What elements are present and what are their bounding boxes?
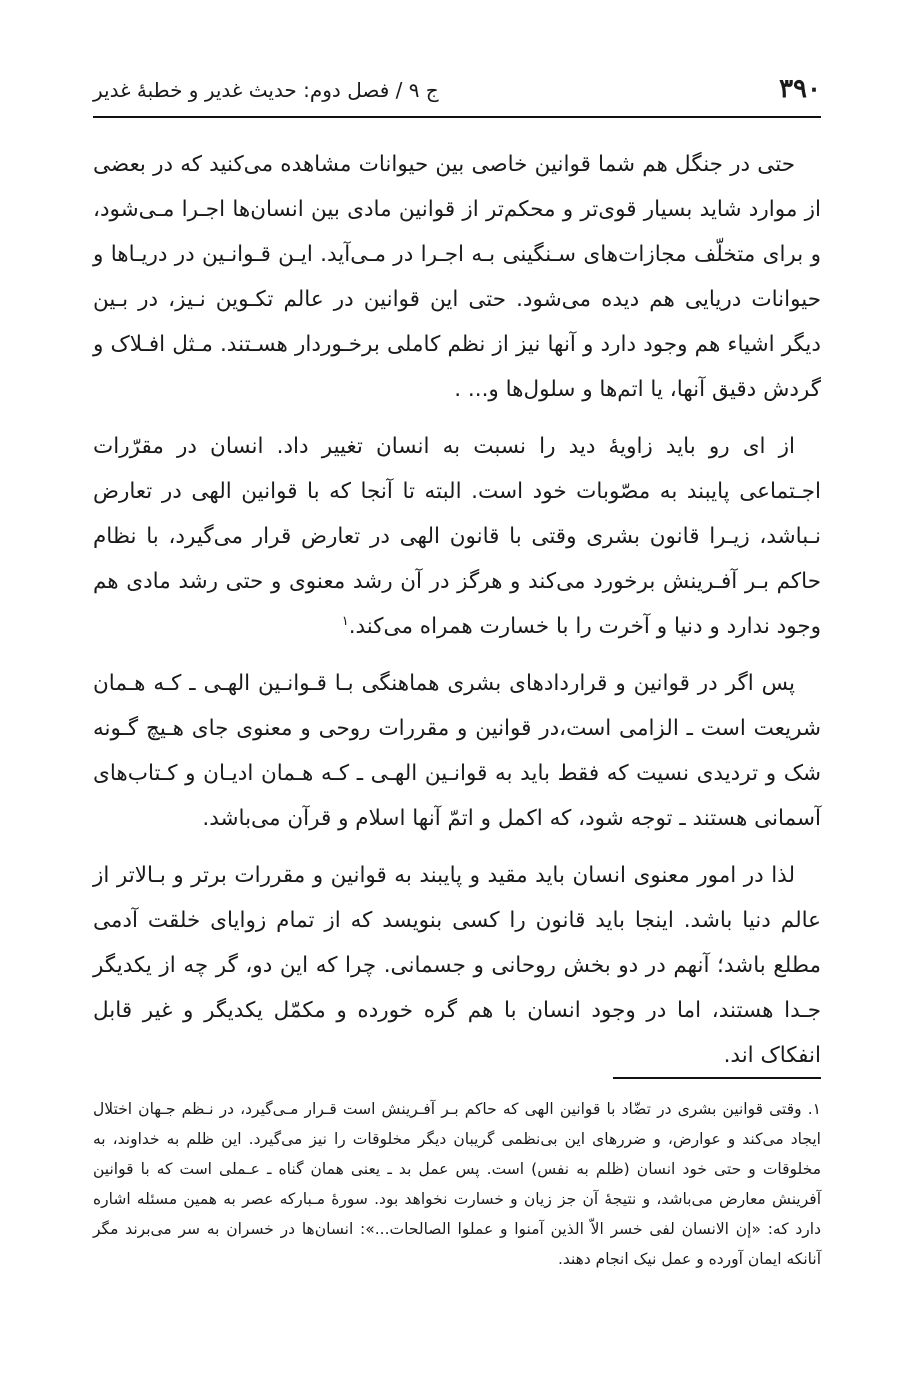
footnotes [93, 1094, 821, 1274]
paragraph-3: پس اگر در قوانین و قراردادهای بشری هماهنگی بـا قـوانـین الهـی ـ کـه هـمان شریعت است ـ الزامی است،در قوانین و مقررات روحی و معنوی جای هـیچ گـونه شک و تردیدی نسیت که فقط باید به قوانـین الهـی ـ کـه هـمان ادیـان و کـتاب‌های آسمانی هستند ـ توجه شود، که اکمل و اتمّ آنها اسلام و قرآن می‌باشد. [93, 671, 821, 831]
body-text [93, 142, 821, 1090]
page-number: ۳۹۰ [779, 74, 821, 104]
header-rule [93, 116, 821, 118]
book-page [93, 0, 821, 1390]
running-head: ج ۹ / فصل دوم: حدیث غدیر و خطبهٔ غدیر [93, 78, 439, 102]
paragraph-2-text: از ای رو باید زاویهٔ دید را نسبت به انسان تغییر داد. انسان در مقرّرات اجـتماعی پایبند به مصّوبات خود است. البته تا آنجا که با قوانین الهی در تعارض نـباشد، زیـرا قانون بشری وقتی با قانون الهی در تعارض قرار می‌گیرد، با نظام حاکم بـر آفـرینش برخورد می‌کند و هرگز در آن رشد معنوی و حتی رشد مادی هم وجود ندارد و دنیا و آخرت را با خسارت همراه می‌کند. [93, 434, 821, 639]
footnote-reference[interactable]: ۱ [341, 613, 349, 629]
page-header [93, 72, 821, 112]
paragraph-2 [93, 424, 821, 649]
paragraph-1: حتی در جنگل هم شما قوانین خاصی بین حیوانات مشاهده می‌کنید که در بعضی از موارد شاید بسیار قوی‌تر و محکم‌تر از قوانین مادی بین انسان‌ها اجـرا مـی‌شود، و برای متخلّف مجازات‌های سـنگینی بـه اجـرا در مـی‌آید. ایـن قـوانـین در دریـاها و حیوانات دریایی هم دیده می‌شود. حتی این قوانین در عالم تکـوین نـیز، در بـین دیگر اشیاء هم وجود دارد و آنها نیز از نظم کاملی برخـوردار هسـتند. مـثل افـلاک و گردش دقیق آنها، یا اتم‌ها و سلول‌ها و... . [93, 152, 821, 402]
footnote-rule [613, 1077, 821, 1079]
paragraph-4: لذا در امور معنوی انسان باید مقید و پایبند به قوانین و مقررات برتر و بـالاتر از عالم دنیا باشد. اینجا باید قانون را کسی بنویسد که از تمام زوایای خلقت آدمی مطلع باشد؛ آنهم در دو بخش روحانی و جسمانی. چرا که این دو، گر چه از یکدیگر جـدا هستند، اما در وجود انسان با هم گره خورده و مکمّل یکدیگر و غیر قابل انفکاک اند. [93, 863, 821, 1068]
footnote-1: ۱. وقتی قوانین بشری در تضّاد با قوانین الهی که حاکم بـر آفـرینش است قـرار مـی‌گیرد، در نـظم جـهان اختلال ایجاد می‌کند و عوارض، و ضررهای این بی‌نظمی گریبان دیگر مخلوقات را نیز می‌گیرد. این ظلم به خداوند، به مخلوقات و حتی خود انسان (ظلم به نفس) است. پس عمل بد ـ یعنی همان گناه ـ عـملی است که با قوانین آفرینش معارض می‌باشد، و نتیجهٔ آن جز زیان و خسارت نخواهد بود. سورهٔ مـبارکه عصر به همین مسئله اشاره دارد که: «إن الانسان لفی خسر الاّ الذین آمنوا و عملوا الصالحات...»: انسان‌ها در خسران به سر می‌برند مگر آنانکه ایمان آورده و عمل نیک انجام دهند. [93, 1100, 821, 1268]
